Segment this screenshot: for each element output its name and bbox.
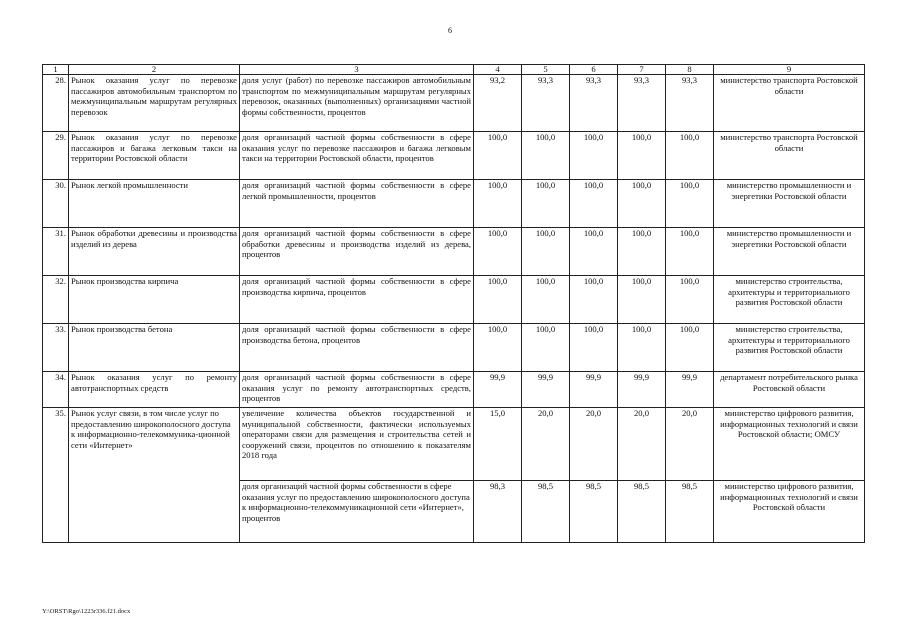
indicator-text: доля организаций частной формы собственности в сфере оказания услуг по предоставлению широкополосного доступа к информационно-телекоммуникационной сети «Интернет», процентов [240,481,474,543]
column-header: 3 [240,65,474,75]
responsible-body: министерство цифрового развития, информационных технологий и связи Ростовской области [714,481,865,543]
value-col4: 99,9 [474,372,522,408]
value-col7: 20,0 [618,408,666,481]
row-number: 28. [43,75,69,132]
value-col7: 98,5 [618,481,666,543]
indicators-table [42,64,865,543]
responsible-body: министерство промышленности и энергетики Ростовской области [714,228,865,276]
value-col5: 93,3 [522,75,570,132]
value-col6: 100,0 [570,276,618,324]
responsible-body: министерство транспорта Ростовской области [714,75,865,132]
value-col7: 100,0 [618,180,666,228]
responsible-body: департамент потребительского рынка Ростовской области [714,372,865,408]
table-row [43,372,865,408]
responsible-body: министерство строительства, архитектуры и территориального развития Ростовской области [714,276,865,324]
value-col8: 100,0 [666,132,714,180]
indicator-text: доля услуг (работ) по перевозке пассажиров автомобильным транспортом по межмуниципальным маршрутам регулярных перевозок, оказанных (выполненных) организациями частной формы собственности, процентов [240,75,474,132]
value-col5: 98,5 [522,481,570,543]
value-col4: 100,0 [474,180,522,228]
value-col7: 100,0 [618,228,666,276]
column-header: 7 [618,65,666,75]
value-col7: 100,0 [618,276,666,324]
value-col4: 100,0 [474,324,522,372]
value-col8: 98,5 [666,481,714,543]
value-col8: 100,0 [666,180,714,228]
responsible-body: министерство транспорта Ростовской области [714,132,865,180]
value-col5: 100,0 [522,180,570,228]
value-col7: 99,9 [618,372,666,408]
value-col4: 100,0 [474,132,522,180]
value-col6: 100,0 [570,180,618,228]
table-row [43,180,865,228]
market-name: Рынок обработки древесины и производства изделий из дерева [69,228,240,276]
table-row [43,132,865,180]
market-name: Рынок услуг связи, в том числе услуг по предоставлению широкополосного доступа к информационно-телекоммуника-ционной сети «Интернет» [69,408,240,543]
indicator-text: доля организаций частной формы собственности в сфере обработки древесины и производства изделий из дерева, процентов [240,228,474,276]
column-header: 1 [43,65,69,75]
row-number: 33. [43,324,69,372]
column-header: 2 [69,65,240,75]
row-number: 31. [43,228,69,276]
column-header: 4 [474,65,522,75]
market-name: Рынок производства кирпича [69,276,240,324]
value-col8: 100,0 [666,324,714,372]
value-col6: 100,0 [570,324,618,372]
value-col6: 100,0 [570,228,618,276]
table-row [43,408,865,481]
indicator-text: доля организаций частной формы собственности в сфере легкой промышленности, процентов [240,180,474,228]
market-name: Рынок оказания услуг по ремонту автотранспортных средств [69,372,240,408]
column-header: 8 [666,65,714,75]
responsible-body: министерство цифрового развития, информационных технологий и связи Ростовской области; ОМСУ [714,408,865,481]
indicator-text: доля организаций частной формы собственности в сфере оказания услуг по перевозке пассажиров и багажа легковым такси на территории Ростовской области, процентов [240,132,474,180]
value-col6: 20,0 [570,408,618,481]
value-col8: 93,3 [666,75,714,132]
responsible-body: министерство промышленности и энергетики Ростовской области [714,180,865,228]
value-col8: 100,0 [666,228,714,276]
row-number: 32. [43,276,69,324]
value-col4: 93,2 [474,75,522,132]
indicator-text: увеличение количества объектов государственной и муниципальной собственности, фактически используемых операторами связи для размещения и строительства сетей и сооружений связи, процентов по отношению к показателям 2018 года [240,408,474,481]
value-col7: 100,0 [618,132,666,180]
table-row [43,324,865,372]
value-col4: 100,0 [474,228,522,276]
market-name: Рынок оказания услуг по перевозке пассажиров автомобильным транспортом по межмуниципальным маршрутам регулярных перевозок [69,75,240,132]
market-name: Рынок оказания услуг по перевозке пассажиров и багажа легковым такси на территории Ростовской области [69,132,240,180]
value-col4: 98,3 [474,481,522,543]
table-row [43,75,865,132]
value-col5: 100,0 [522,324,570,372]
value-col5: 100,0 [522,276,570,324]
value-col8: 20,0 [666,408,714,481]
page-number: 6 [448,26,452,35]
value-col7: 93,3 [618,75,666,132]
column-header: 9 [714,65,865,75]
column-header: 5 [522,65,570,75]
table-row [43,228,865,276]
row-number: 29. [43,132,69,180]
row-number: 30. [43,180,69,228]
value-col6: 100,0 [570,132,618,180]
market-name: Рынок легкой промышленности [69,180,240,228]
value-col5: 100,0 [522,228,570,276]
row-number: 35. [43,408,69,543]
value-col5: 99,9 [522,372,570,408]
value-col5: 100,0 [522,132,570,180]
row-number: 34. [43,372,69,408]
value-col5: 20,0 [522,408,570,481]
value-col4: 15,0 [474,408,522,481]
value-col4: 100,0 [474,276,522,324]
value-col6: 99,9 [570,372,618,408]
indicator-text: доля организаций частной формы собственности в сфере производства кирпича, процентов [240,276,474,324]
indicator-text: доля организаций частной формы собственности в сфере оказания услуг по ремонту автотранспортных средств, процентов [240,372,474,408]
indicator-text: доля организаций частной формы собственности в сфере производства бетона, процентов [240,324,474,372]
responsible-body: министерство строительства, архитектуры и территориального развития Ростовской области [714,324,865,372]
value-col6: 93,3 [570,75,618,132]
market-name: Рынок производства бетона [69,324,240,372]
value-col7: 100,0 [618,324,666,372]
value-col8: 100,0 [666,276,714,324]
table-row [43,276,865,324]
file-path-footer: Y:\ORST\Rgo\1223r336.f21.docx [42,608,131,615]
value-col6: 98,5 [570,481,618,543]
table-header-row [43,65,865,75]
value-col8: 99,9 [666,372,714,408]
column-header: 6 [570,65,618,75]
